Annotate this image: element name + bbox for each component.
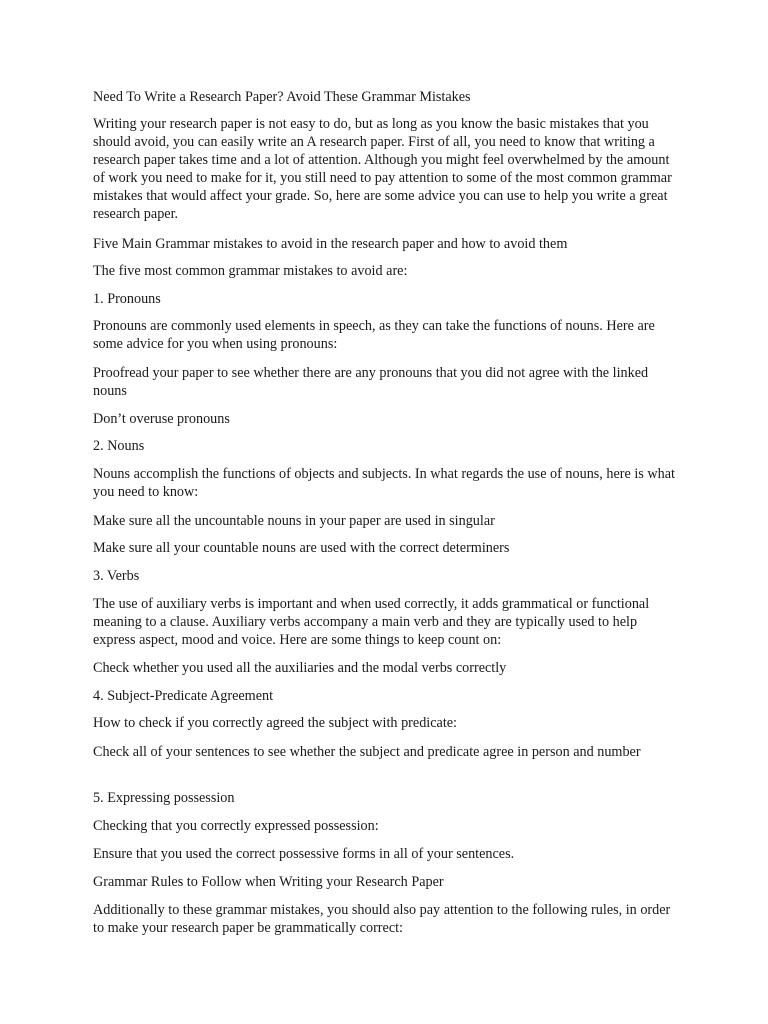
possession-body: Checking that you correctly expressed possession:: [93, 818, 379, 834]
verbs-body: The use of auxiliary verbs is important and when used correctly, it adds grammatical or functional meaning to a clause. Auxiliary verbs accompany a main verb and they are typically used to help express aspect, mood and voice. Here are some things to keep count on:: [93, 596, 650, 648]
nouns-tip-2: Make sure all your countable nouns are used with the correct determiners: [93, 540, 510, 556]
pronouns-tip-2: Don’t overuse pronouns: [93, 411, 230, 427]
pronouns-heading: 1. Pronouns: [93, 291, 161, 307]
nouns-tip-1: Make sure all the uncountable nouns in your paper are used in singular: [93, 513, 495, 529]
possession-heading: 5. Expressing possession: [93, 790, 235, 806]
section-heading: Five Main Grammar mistakes to avoid in the research paper and how to avoid them: [93, 236, 568, 252]
document-title: Need To Write a Research Paper? Avoid These Grammar Mistakes: [93, 89, 471, 105]
nouns-heading: 2. Nouns: [93, 438, 145, 454]
rules-heading: Grammar Rules to Follow when Writing your Research Paper: [93, 874, 444, 890]
agreement-heading: 4. Subject-Predicate Agreement: [93, 688, 274, 704]
verbs-heading: 3. Verbs: [93, 568, 140, 584]
intro-paragraph: Writing your research paper is not easy to do, but as long as you know the basic mistakes that you should avoid, you can easily write an A research paper. First of all, you need to know that writing a research paper takes time and a lot of attention. Although you might feel overwhelmed by the amount of work you need to make for it, you still need to pay attention to some of the most common grammar mistakes that would affect your grade. So, here are some advice you can use to help you write a great research paper.: [93, 116, 672, 222]
verbs-tip-1: Check whether you used all the auxiliaries and the modal verbs correctly: [93, 660, 507, 676]
nouns-body: Nouns accomplish the functions of objects and subjects. In what regards the use of nouns, here is what you need to know:: [93, 466, 675, 500]
agreement-body: How to check if you correctly agreed the subject with predicate:: [93, 715, 457, 731]
agreement-tip-1: Check all of your sentences to see whether the subject and predicate agree in person and number: [93, 744, 641, 760]
pronouns-tip-1: Proofread your paper to see whether there are any pronouns that you did not agree with the linked nouns: [93, 365, 649, 399]
pronouns-body: Pronouns are commonly used elements in speech, as they can take the functions of nouns. Here are some advice for you when using pronouns:: [93, 318, 655, 352]
possession-tip-1: Ensure that you used the correct possessive forms in all of your sentences.: [93, 846, 515, 862]
rules-body: Additionally to these grammar mistakes, you should also pay attention to the following rules, in order to make your research paper be grammatically correct:: [93, 902, 671, 936]
section-intro: The five most common grammar mistakes to avoid are:: [93, 263, 408, 279]
